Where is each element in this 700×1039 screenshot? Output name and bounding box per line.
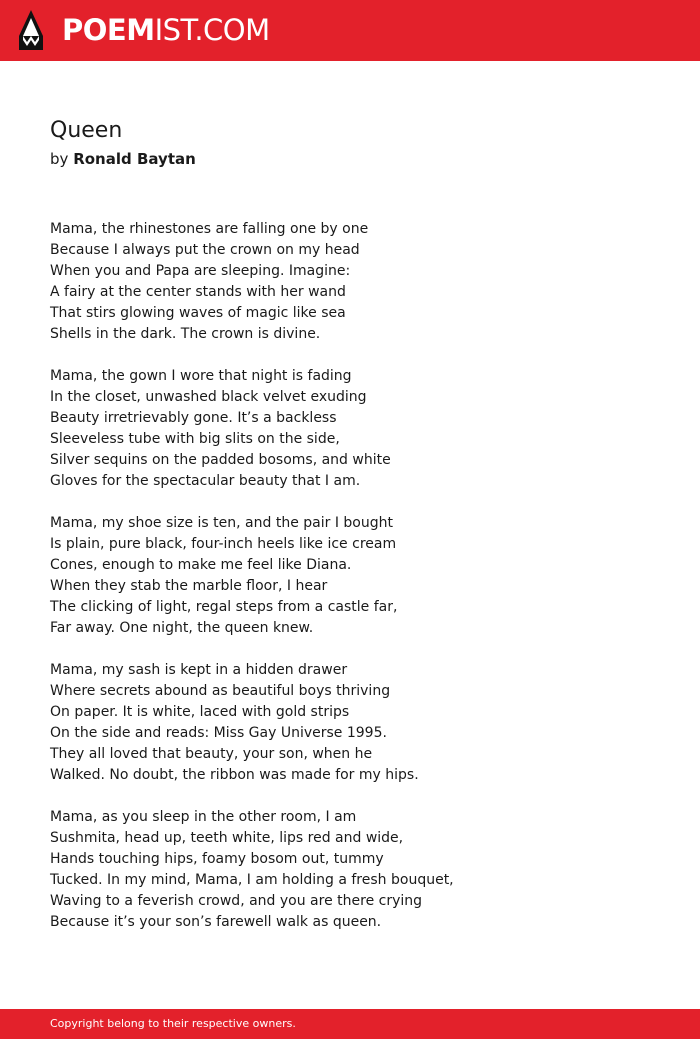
poem-line: Hands touching hips, foamy bosom out, tummy [50,851,384,867]
poem-line: Mama, as you sleep in the other room, I am [50,809,357,825]
poem-line: Waving to a feverish crowd, and you are there crying [50,893,423,909]
poem-line: Cones, enough to make me feel like Diana. [50,557,352,573]
logo-strong-text: POEM [62,13,155,47]
poem-line: Walked. No doubt, the ribbon was made for my hips. [50,767,419,783]
poem-line: A fairy at the center stands with her wand [50,284,346,300]
poem-line: Tucked. In my mind, Mama, I am holding a fresh bouquet, [50,872,454,888]
poem-line: Mama, my shoe size is ten, and the pair I bought [50,515,393,531]
poem-stanza [50,513,650,639]
poem-line: Beauty irretrievably gone. It’s a backless [50,410,337,426]
poem-line: Because it’s your son’s farewell walk as queen. [50,914,382,930]
poem-line: Because I always put the crown on my head [50,242,360,258]
poem-line: Mama, my sash is kept in a hidden drawer [50,662,348,678]
poem-line: Is plain, pure black, four-inch heels like ice cream [50,536,397,552]
poem-line: When they stab the marble floor, I hear [50,578,328,594]
poem-line: On the side and reads: Miss Gay Universe 1995. [50,725,387,741]
poem-body [50,219,650,954]
poem-stanza [50,807,650,933]
copyright-text: Copyright belong to their respective owners. [50,1017,296,1030]
poem-author: Ronald Baytan [73,150,196,168]
poem-line: They all loved that beauty, your son, when he [50,746,373,762]
poem-stanza [50,660,650,786]
poem-line: Sushmita, head up, teeth white, lips red and wide, [50,830,404,846]
poem-line: Silver sequins on the padded bosoms, and white [50,452,391,468]
poem-line: Mama, the rhinestones are falling one by one [50,221,369,237]
poem-line: Far away. One night, the queen knew. [50,620,314,636]
poem-line: Mama, the gown I wore that night is fading [50,368,352,384]
poem-line: Where secrets abound as beautiful boys thriving [50,683,391,699]
poem-stanza [50,366,650,492]
poem-title: Queen [50,118,123,143]
poem-byline [50,149,196,169]
site-logo[interactable] [62,13,270,47]
pencil-icon [19,10,43,50]
poem-line: Sleeveless tube with big slits on the side, [50,431,340,447]
poem-stanza [50,219,650,345]
site-footer [0,1009,700,1039]
poem-line: In the closet, unwashed black velvet exuding [50,389,367,405]
poem-line: The clicking of light, regal steps from a castle far, [50,599,398,615]
poem-line: That stirs glowing waves of magic like sea [50,305,346,321]
poem-line: Gloves for the spectacular beauty that I am. [50,473,361,489]
poem-line: On paper. It is white, laced with gold strips [50,704,350,720]
site-header [0,0,700,61]
logo-light-text: IST.COM [154,13,270,47]
byline-prefix: by [50,150,69,168]
poem-line: Shells in the dark. The crown is divine. [50,326,321,342]
poem-line: When you and Papa are sleeping. Imagine: [50,263,351,279]
